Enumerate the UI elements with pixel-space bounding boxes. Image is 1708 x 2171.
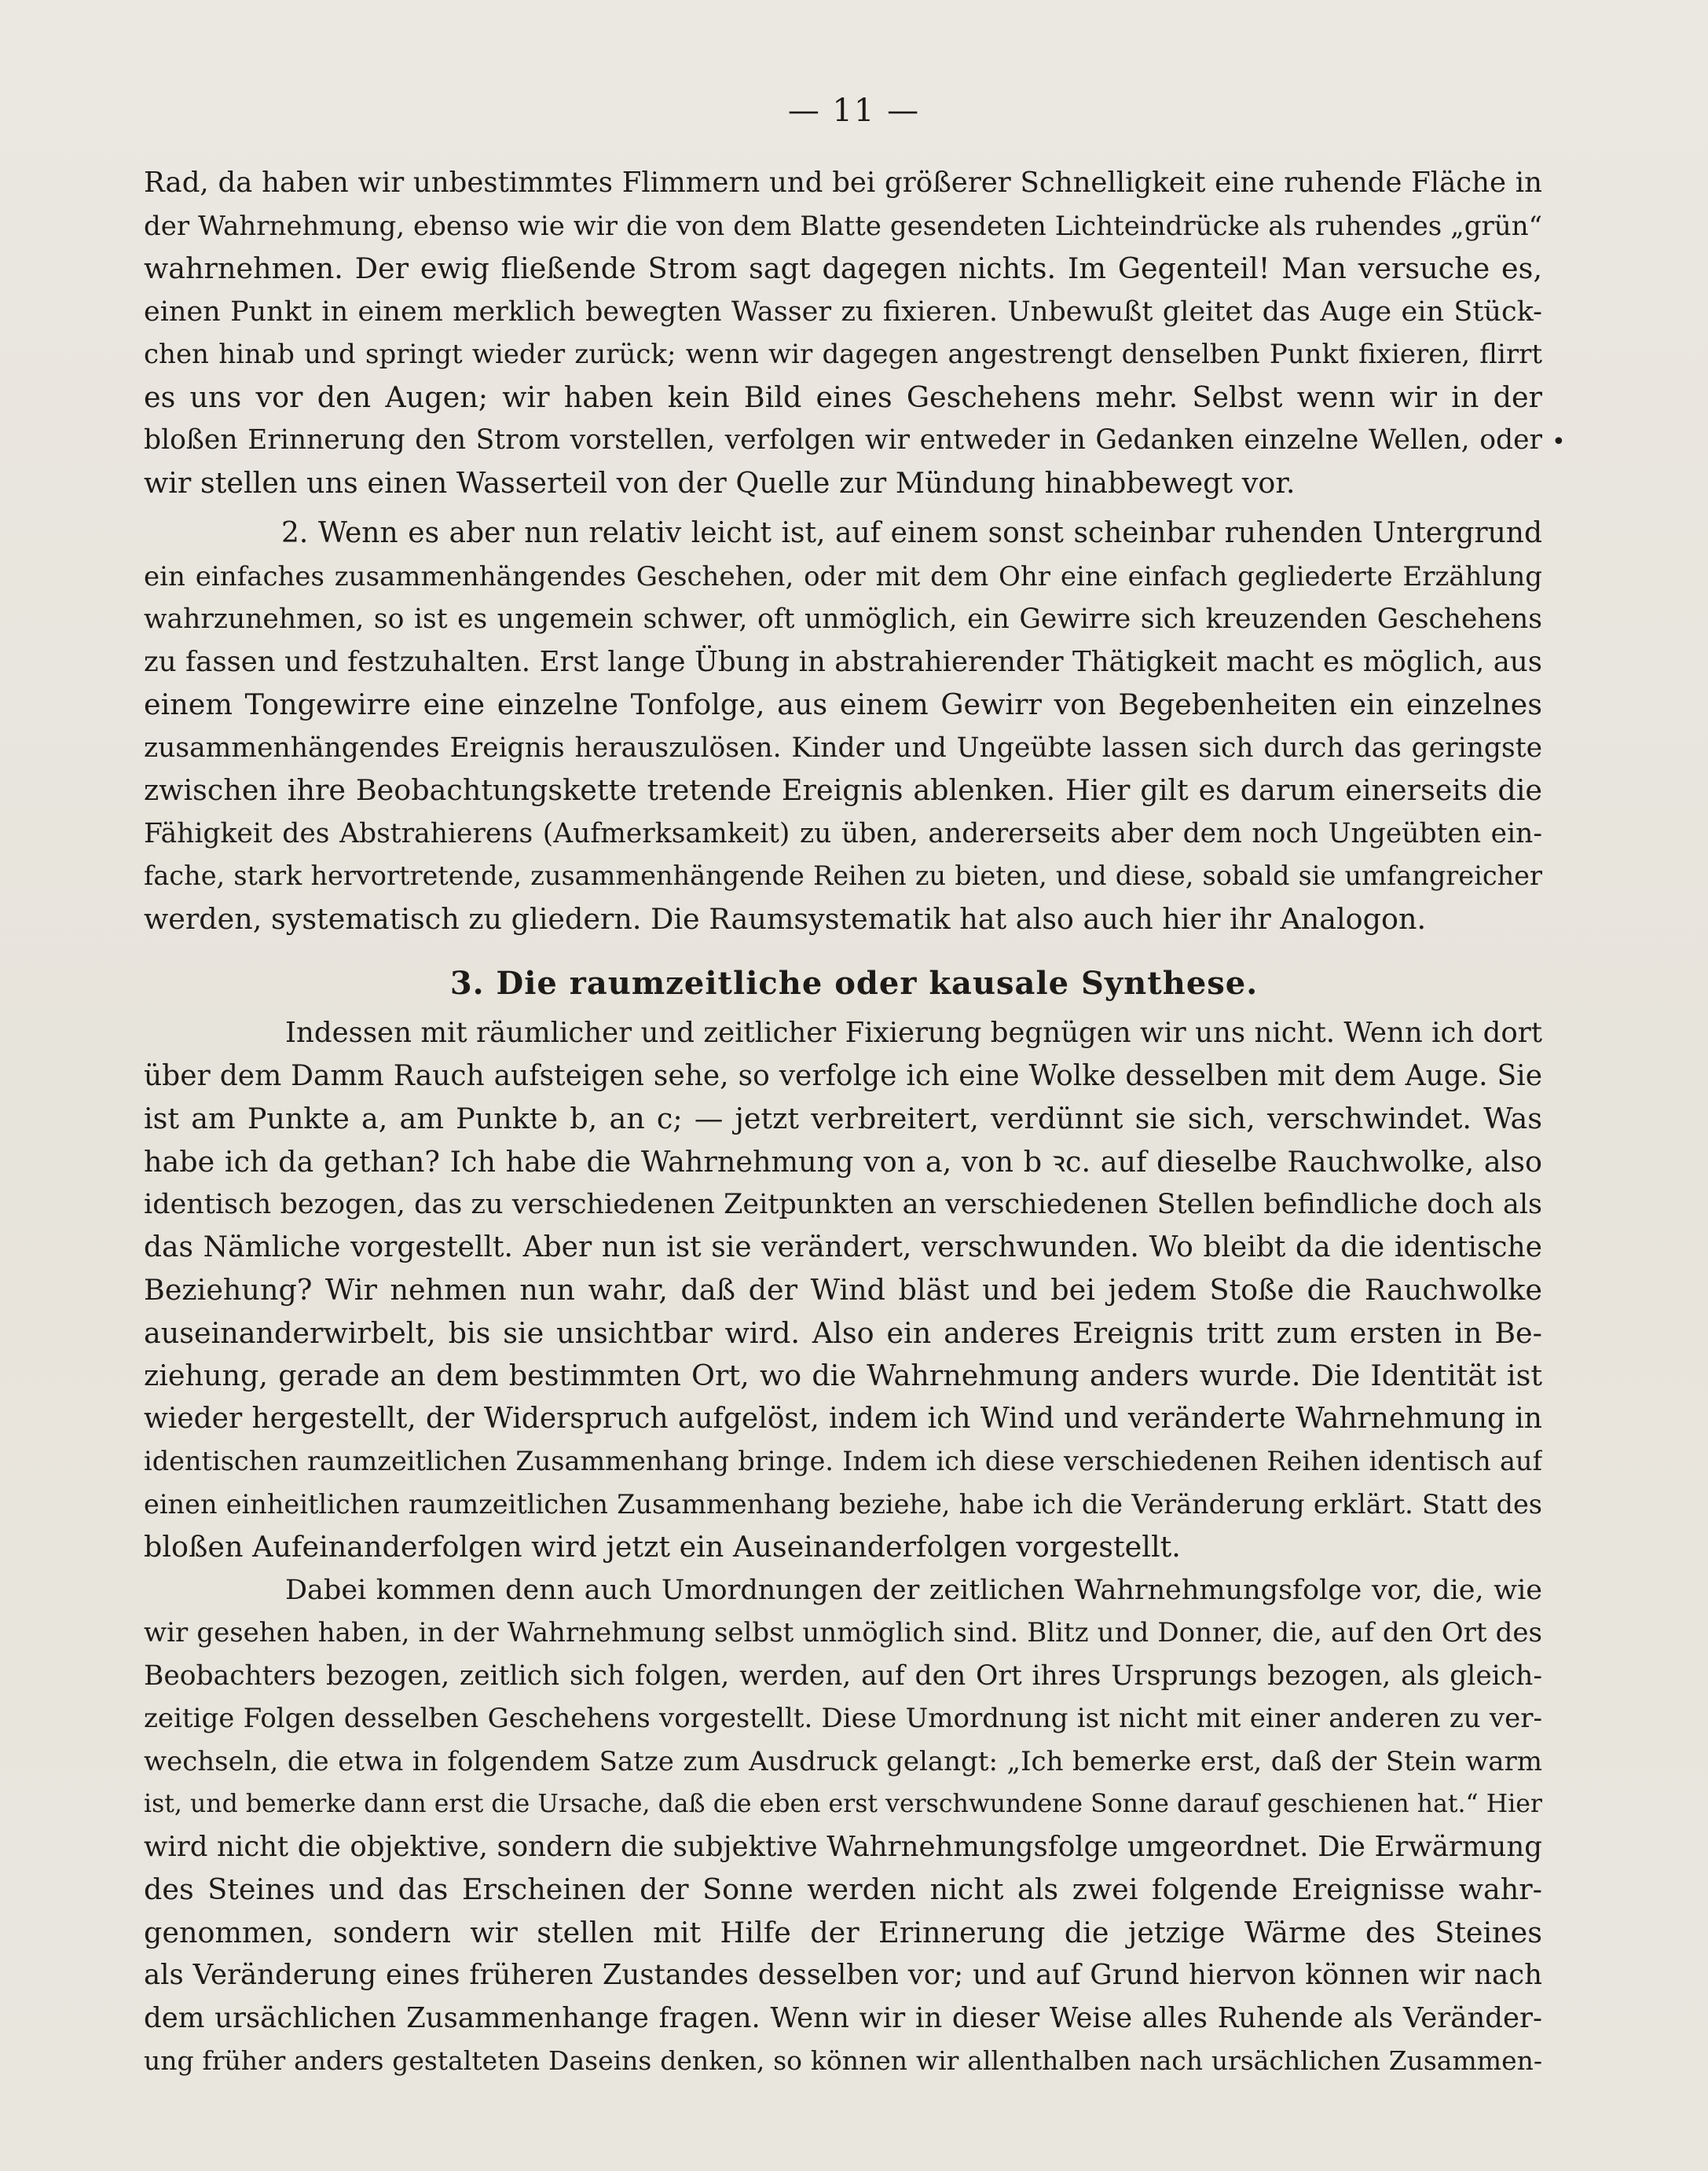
text-line: wird nicht die objektive, sondern die subjektive Wahrnehmungsfolge umgeordnet. Die Erwärmung: [144, 1830, 1542, 1863]
section-heading: 3. Die raumzeitliche oder kausale Synthese.: [449, 965, 1259, 1002]
text-line: wir stellen uns einen Wasserteil von der Quelle zur Mündung hinabbewegt vor.: [144, 465, 1296, 500]
text-line: es uns vor den Augen; wir haben kein Bild eines Geschehens mehr. Selbst wenn wir in der: [144, 380, 1542, 414]
text-line: werden, systematisch zu gliedern. Die Raumsystematik hat also auch hier ihr Analogon.: [144, 901, 1427, 936]
text-line: wahrnehmen. Der ewig fließende Strom sagt dagegen nichts. Im Gegenteil! Man versuche es,: [144, 251, 1542, 285]
text-line: Indessen mit räumlicher und zeitlicher Fixierung begnügen wir uns nicht. Wenn ich dort: [285, 1017, 1542, 1049]
text-line: genommen, sondern wir stellen mit Hilfe der Erinnerung die jetzige Wärme des Steines: [144, 1915, 1542, 1949]
paragraph-1: [144, 162, 1542, 504]
text-line: zu fassen und festzuhalten. Erst lange Übung in abstrahierender Thätigkeit macht es möglich, aus: [144, 645, 1542, 678]
text-line: ein einfaches zusammenhängendes Geschehen, oder mit dem Ohr eine einfach gegliederte Erzählung: [144, 560, 1542, 592]
text-line: über dem Damm Rauch aufsteigen sehe, so verfolge ich eine Wolke desselben mit dem Auge. Sie: [144, 1059, 1542, 1092]
text-line: des Steines und das Erscheinen der Sonne werden nicht als zwei folgende Ereignisse wahr-: [144, 1872, 1542, 1906]
text-line: ung früher anders gestalteten Daseins denken, so können wir allenthalben nach ursächlichen Zusammen-: [144, 2045, 1542, 2076]
text-line: habe ich da gethan? Ich habe die Wahrnehmung von a, von b ꝛc. auf dieselbe Rauchwolke, also: [144, 1144, 1542, 1179]
text-line: zwischen ihre Beobachtungskette tretende Ereignis ablenken. Hier gilt es darum einerseits die: [144, 773, 1542, 807]
text-line: der Wahrnehmung, ebenso wie wir die von dem Blatte gesendeten Lichteindrücke als ruhendes „grün“: [144, 210, 1542, 242]
text-line: wechseln, die etwa in folgendem Satze zum Ausdruck gelangt: „Ich bemerke erst, daß der Stein warm: [144, 1745, 1542, 1777]
paragraph-3-4: [144, 1012, 1542, 2083]
text-line: auseinanderwirbelt, bis sie unsichtbar wird. Also ein anderes Ereignis tritt zum ersten in Be-: [144, 1315, 1542, 1350]
text-line: zeitige Folgen desselben Geschehens vorgestellt. Diese Umordnung ist nicht mit einer anderen zu ver-: [144, 1703, 1542, 1734]
text-line: Beobachters bezogen, zeitlich sich folgen, werden, auf den Ort ihres Ursprungs bezogen, als gleich-: [144, 1659, 1542, 1692]
text-line: wieder hergestellt, der Widerspruch aufgelöst, indem ich Wind und veränderte Wahrnehmung in: [144, 1402, 1542, 1435]
text-line: einen einheitlichen raumzeitlichen Zusammenhang beziehe, habe ich die Veränderung erklärt. Statt des: [144, 1488, 1542, 1520]
text-line: fache, stark hervortretende, zusammenhängende Reihen zu bieten, und diese, sobald sie umfangreicher: [144, 860, 1542, 891]
margin-mark: •: [1552, 428, 1566, 456]
text-line: ziehung, gerade an dem bestimmten Ort, wo die Wahrnehmung anders wurde. Die Identität ist: [144, 1359, 1542, 1392]
text-line: das Nämliche vorgestellt. Aber nun ist sie verändert, verschwunden. Wo bleibt da die identische: [144, 1230, 1542, 1263]
text-line: zusammenhängendes Ereignis herauszulösen. Kinder und Ungeübte lassen sich durch das geringste: [144, 732, 1542, 764]
text-line: wahrzunehmen, so ist es ungemein schwer, oft unmöglich, ein Gewirre sich kreuzenden Geschehens: [144, 603, 1542, 635]
text-line: bloßen Erinnerung den Strom vorstellen, verfolgen wir entweder in Gedanken einzelne Wellen, oder: [144, 424, 1542, 456]
text-line: einem Tongewirre eine einzelne Tonfolge, aus einem Gewirr von Begebenheiten ein einzelnes: [144, 688, 1542, 721]
text-line: einen Punkt in einem merklich bewegten Wasser zu fixieren. Unbewußt gleitet das Auge ein Stück-: [144, 295, 1542, 328]
text-line: dem ursächlichen Zusammenhange fragen. Wenn wir in dieser Weise alles Ruhende als Veränder-: [144, 2001, 1542, 2034]
text-line: wir gesehen haben, in der Wahrnehmung selbst unmöglich sind. Blitz und Donner, die, auf den Ort des: [144, 1617, 1542, 1648]
text-line: chen hinab und springt wieder zurück; wenn wir dagegen angestrengt denselben Punkt fixieren, flirrt: [144, 339, 1542, 370]
text-line: als Veränderung eines früheren Zustandes desselben vor; und auf Grund hiervon können wir nach: [144, 1959, 1542, 1991]
text-line: Beziehung? Wir nehmen nun wahr, daß der Wind bläst und bei jedem Stoße die Rauchwolke: [144, 1273, 1542, 1307]
paragraph-2: [144, 512, 1542, 941]
text-line: Dabei kommen denn auch Umordnungen der zeitlichen Wahrnehmungsfolge vor, die, wie: [285, 1574, 1542, 1606]
text-line: Fähigkeit des Abstrahierens (Aufmerksamkeit) zu üben, andererseits aber dem noch Ungeübten ein-: [144, 817, 1542, 849]
text-line: 2. Wenn es aber nun relativ leicht ist, auf einem sonst scheinbar ruhenden Untergrund: [281, 517, 1542, 549]
page-number: — 11 —: [787, 93, 921, 129]
text-line: Rad, da haben wir unbestimmtes Flimmern und bei größerer Schnelligkeit eine ruhende Fläche in: [144, 167, 1542, 199]
text-line: identisch bezogen, das zu verschiedenen Zeitpunkten an verschiedenen Stellen befindliche doch als: [144, 1189, 1542, 1220]
text-line: identischen raumzeitlichen Zusammenhang bringe. Indem ich diese verschiedenen Reihen identisch auf: [144, 1446, 1542, 1476]
text-line: ist, und bemerke dann erst die Ursache, daß die eben erst verschwundene Sonne darauf geschienen hat.“ Hier: [144, 1790, 1542, 1818]
text-line: bloßen Aufeinanderfolgen wird jetzt ein Auseinanderfolgen vorgestellt.: [144, 1530, 1181, 1564]
text-line: ist am Punkte a, am Punkte b, an c; — jetzt verbreitert, verdünnt sie sich, verschwindet. Was: [144, 1102, 1542, 1135]
